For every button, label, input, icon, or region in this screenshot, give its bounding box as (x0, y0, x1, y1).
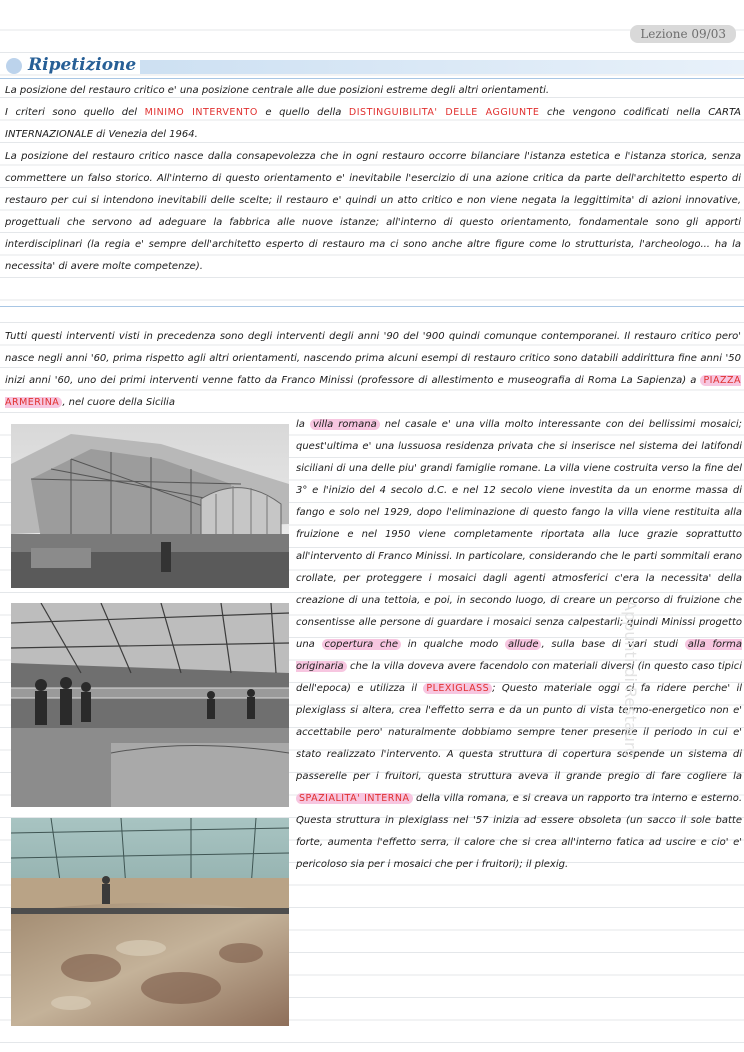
paragraph-intro (5, 80, 741, 278)
villa-text-2: in qualche modo (407, 639, 499, 650)
keyword-distinguibilita: DISTINGUIBILITA' DELLE AGGIUNTE (348, 107, 540, 118)
villa-text: nel casale e' una villa molto interessante con dei bellissimi mosaici; quest'ultima e' una lussuosa residenza privata che si inserisce nel sistema dei latifondi siciliani di una delle piu' grandi famiglie romane. La villa viene costruita verso la fine del 3° e l'inizio del 4 secolo d.C. e nel 12 secolo viene investita da un enorme massa di fango e solo nel 1929, dopo l'eliminazione di questo fango la villa viene restituita alla fruizione e nel 1950 viene completamente riportata alla luce grazie soprattutto all'intervento di Franco Minissi. In particolare, considerando che le parti sommitali erano crollate, per proteggere i mosaici dagli agenti atmosferici c'era la necessita' della creazione di una tettoia, e poi, in secondo luogo, di creare un percorso di fruizione che consentisse alle persone di guardare i mosaici senza calpestarli; quindi Minissi progetto una (296, 419, 742, 650)
watermark: Appunti di Restauro (621, 600, 640, 758)
villa-text-6: della villa romana, e si creava un rapporto tra interno e esterno. Questa struttura in plexiglass nel '57 inizia ad essere obsoleta (un sacco il sole batte forte, aumenta l'effetto serra, il calore che si crea all'interno fatica ad uscire e cio' e' pericoloso sia per i mosaici che per i fruitori); il plexig. (296, 793, 742, 870)
highlight-copertura: copertura che (322, 639, 401, 650)
keyword-plexiglass: PLEXIGLASS (423, 683, 492, 694)
history-text: Tutti questi interventi visti in precedenza sono degli interventi degli anni '90 del '900 quindi comunque contemporanei. Il restauro critico pero' nasce negli anni '60, prima rispetto agli altri orientamenti, nascendo prima alcuni esempi di restauro critico sono databili addirittura fine anni '50 inizi anni '60, uno dei primi interventi venne fatto da Franco Minissi (professore di allestimento e museografia di Roma La Sapienza) a (5, 331, 741, 386)
keyword-piazza-armerina: PIAZZA ARMERINA (5, 375, 741, 408)
photo-villa-exterior (11, 424, 289, 588)
history-text-end: , nel cuore della Sicilia (62, 397, 175, 408)
intro-sentence: La posizione del restauro critico e' una posizione centrale alle due posizioni estreme degli altri orientamenti. (5, 85, 550, 96)
villa-text-4: che la villa doveva avere facendolo con materiali diversi (in questo caso tipici dell'epoca) e utilizza il (296, 661, 743, 694)
section-header (0, 55, 744, 77)
paragraph-villa (296, 414, 742, 876)
header-band (140, 60, 744, 74)
highlight-forma-originaria: alla forma originaria (296, 639, 742, 672)
criteria-text-3: che vengono codificati nella CARTA INTERNAZIONALE di Venezia del 1964. (5, 107, 742, 140)
highlight-allude: allude (505, 639, 542, 650)
divider-rule (0, 306, 744, 307)
bullet-dot-icon (6, 58, 22, 74)
keyword-minimo-intervento: MINIMO INTERVENTO (144, 107, 258, 118)
keyword-spazialita-interna: SPAZIALITA' INTERNA (296, 793, 413, 804)
criteria-text-2: e quello della (265, 107, 342, 118)
highlight-villa-romana: villa romana (310, 419, 380, 430)
villa-text-start: la (296, 419, 305, 430)
paragraph-history (5, 326, 741, 414)
critical-restoration-text: La posizione del restauro critico nasce dalla consapevolezza che in ogni restauro occorre bilanciare l'istanza estetica e l'istanza storica, senza commettere un falso storico. All'interno di questo orientamento e' inevitabile l'esercizio di una azione critica da parte dell'architetto esperto di restauro per cui si intendono inevitabili delle scelte; il restauro e' quindi un atto critico e non viene negata la leggittimita' di azioni innovative, progettuali che servono ad adeguare la fabbrica alle nuove istanze; all'interno di questo orientamento, fondamentale sono gli apporti interdisciplinari (la regia e' sempre dell'architetto esperto di restauro ma ci sono anche altre figure come lo strutturista, l'archeologo... ha la necessita' di avere molte competenze). (5, 151, 741, 272)
section-title: Ripetizione (28, 55, 137, 75)
criteria-text: I criteri sono quello del (5, 107, 138, 118)
villa-walkway-image (11, 603, 289, 807)
lesson-date-tag: Lezione 09/03 (630, 25, 736, 43)
villa-mosaic-image (11, 818, 289, 1026)
villa-text-5: ; Questo materiale oggi ci fa ridere perche' il plexiglass si altera, crea l'effetto serra e da un punto di vista termo-energetico non e' accettabile pero' naturalmente dobbiamo sempre tener presente il periodo in cui e' stato realizzato l'intervento. A questa struttura di copertura sospende un sistema di passerelle per i fruitori, questa struttura aveva il grande pregio di fare cogliere la (296, 683, 742, 782)
villa-exterior-image (11, 424, 289, 588)
photo-villa-mosaic (11, 818, 289, 1026)
header-underline (0, 78, 744, 79)
villa-text-3: , sulla base di vari studi (541, 639, 679, 650)
photo-villa-walkway (11, 603, 289, 807)
